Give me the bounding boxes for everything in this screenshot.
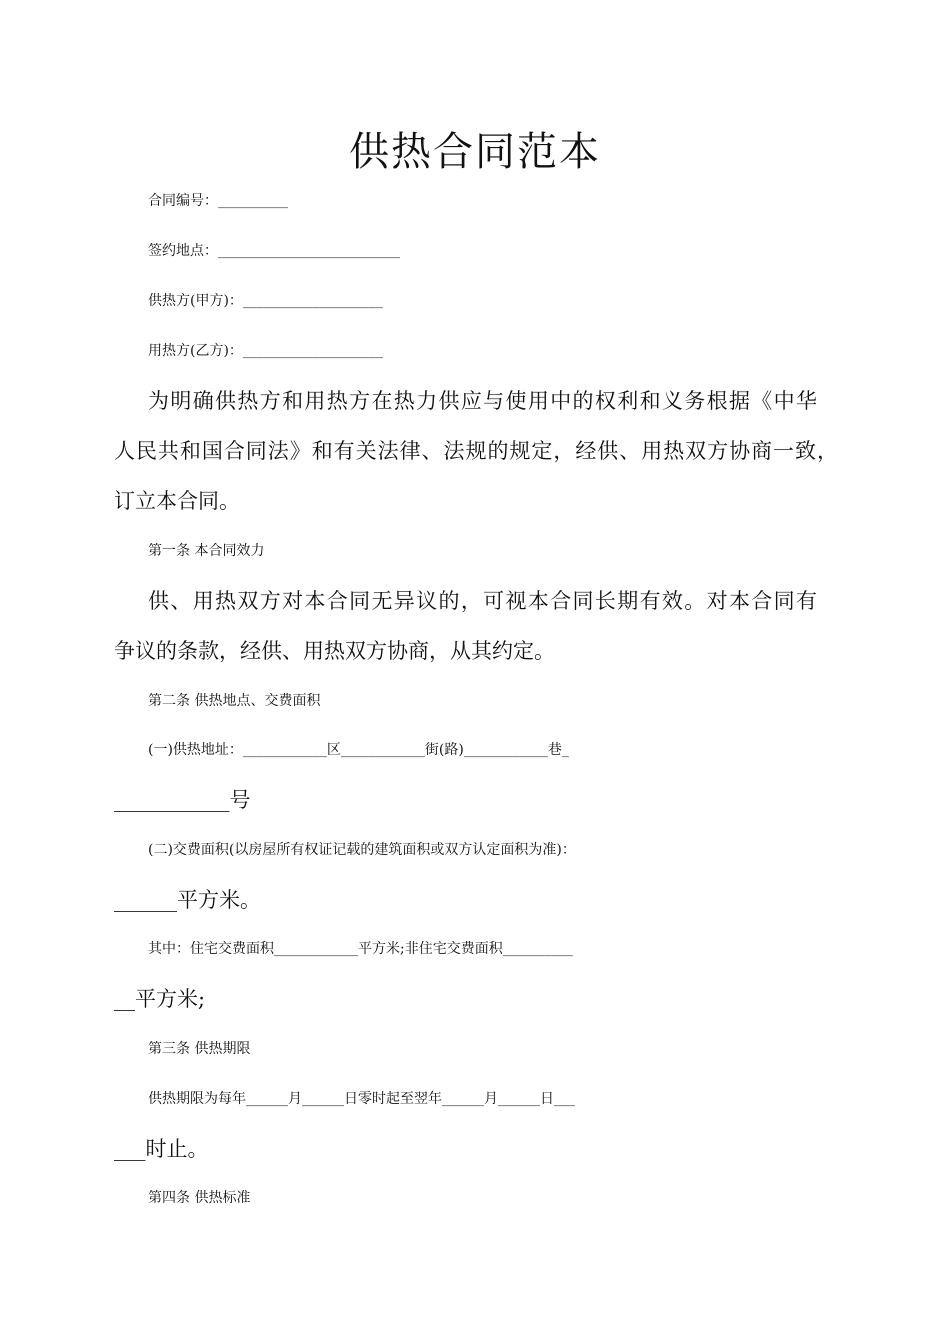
article-1-text-2: 争议的条款，经供、用热双方协商，从其约定。 bbox=[114, 639, 555, 663]
preamble-line-2: 人民共和国合同法》和有关法律、法规的规定，经供、用热双方协商一致， bbox=[114, 439, 838, 463]
contract-number-line: 合同编号：__________ bbox=[148, 193, 288, 209]
party-a-line: 供热方(甲方)：____________________ bbox=[148, 293, 383, 309]
preamble-line-3: 订立本合同。 bbox=[114, 489, 240, 513]
heating-period-line-1: 供热期限为每年______月______日零时起至翌年______月______日___ bbox=[148, 1091, 575, 1107]
article-2-heading: 第二条 供热地点、交费面积 bbox=[148, 693, 321, 709]
article-1-heading: 第一条 本合同效力 bbox=[148, 543, 265, 559]
billing-area-line-2: ______平方米。 bbox=[114, 888, 261, 912]
area-breakdown-line-2: __平方米; bbox=[114, 987, 206, 1011]
article-1-text-1: 供、用热双方对本合同无异议的，可视本合同长期有效。对本合同有 bbox=[148, 589, 817, 613]
heating-address-line-1: (一)供热地址：____________区____________街(路)____________巷_ bbox=[148, 742, 569, 758]
article-4-heading: 第四条 供热标准 bbox=[148, 1190, 251, 1206]
document-title: 供热合同范本 bbox=[349, 129, 601, 175]
party-b-line: 用热方(乙方)：____________________ bbox=[148, 343, 383, 359]
area-breakdown-line-1: 其中：住宅交费面积____________平方米;非住宅交费面积__________ bbox=[148, 941, 573, 957]
heating-address-line-2: ___________号 bbox=[114, 788, 251, 812]
heating-period-line-2: ___时止。 bbox=[114, 1137, 209, 1161]
article-3-heading: 第三条 供热期限 bbox=[148, 1041, 251, 1057]
signing-place-line: 签约地点：__________________________ bbox=[148, 243, 400, 259]
preamble-line-1: 为明确供热方和用热方在热力供应与使用中的权利和义务根据《中华 bbox=[148, 389, 817, 413]
billing-area-line-1: (二)交费面积(以房屋所有权证记载的建筑面积或双方认定面积为准)： bbox=[148, 842, 576, 858]
